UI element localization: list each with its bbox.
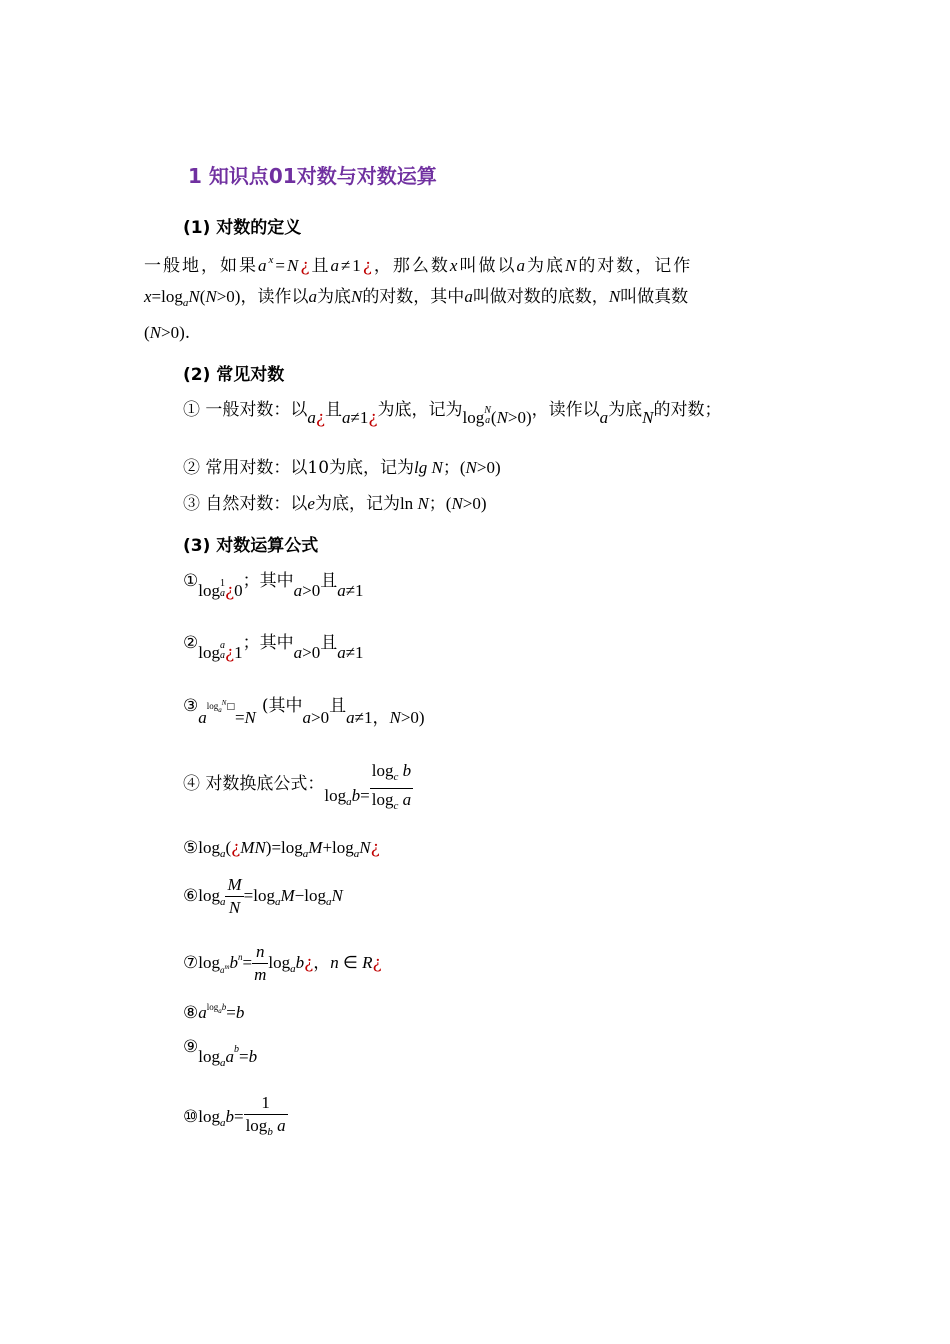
definition-line-3: (N>0). [144, 323, 191, 343]
formula-4-change-of-base: ④ 对数换底公式：$\log_ab=$ $\frac{\log_c b}{\log_c a}$ [183, 761, 412, 812]
formula-7-power: $⑦\log_amb^n=$ $\frac{n}{m}$ $\log_ab¿$，n ∈ R¿ [183, 942, 382, 984]
common-log-general: ① 一般对数：以a¿且a≠1¿为底，记为log N a (N>0)，读作以a为底N的对数； [183, 400, 722, 428]
section-heading-formulas: (3) 对数运算公式 [183, 536, 319, 556]
page-title: 1 知识点01对数与对数运算 [188, 164, 437, 188]
formula-6-quotient: $⑥\log_a$ $\frac{M}{N}$ $=\log_aM-\log_aN$ [183, 875, 343, 917]
section-heading-common: (2) 常见对数 [183, 365, 285, 385]
formula-1: ①log 1 a ¿0；其中a>0且a≠1 [183, 571, 364, 601]
formula-2: ②log a a ¿1；其中a>0且a≠1 [183, 633, 364, 663]
definition-line-1: 一般地，如果$a^x=N¿$且a≠1¿，那么数x叫做以a为底N的对数，记作 [144, 254, 693, 276]
formula-5-product: $⑤\log_a(¿MN)=\log_aM+\log_aN¿$ [183, 838, 380, 860]
formula-9-log-of-power: $⑨\log_aab=b$ [183, 1037, 258, 1069]
section-heading-definition: (1) 对数的定义 [183, 218, 302, 238]
formula-10-reciprocal: $⑩\log_ab=$ $\frac{1}{\log_b a}$ [183, 1093, 286, 1138]
definition-line-2: $x=\log_aN(N>0)$，读作以a为底N的对数，其中a叫做对数的底数，N叫做真数 [144, 287, 689, 309]
formula-8-identity: $⑧a^{logab}=b$ [183, 1002, 245, 1023]
common-log-base10: ② 常用对数：以10为底，记为lg N；(N>0) [183, 458, 501, 478]
formula-3: ③aloga$^N$□=N(其中a>0且a≠1，N>0) [183, 696, 425, 727]
common-log-natural: ③ 自然对数：以e为底，记为ln N；(N>0) [183, 494, 487, 514]
